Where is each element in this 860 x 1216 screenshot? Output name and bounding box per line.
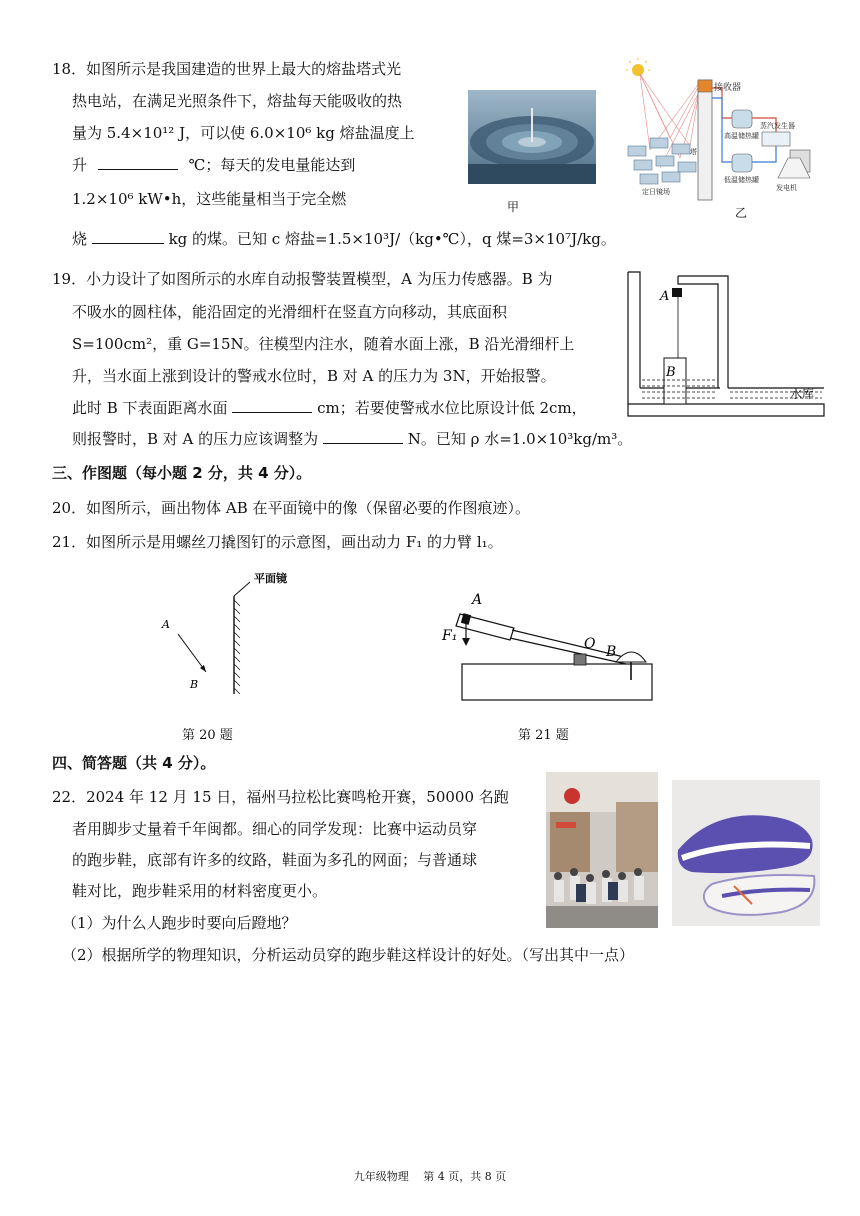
q18-line4 bbox=[72, 154, 355, 176]
running-shoe-photo bbox=[672, 780, 820, 926]
q18-line5: 1.2×10⁶ kW•h，这些能量相当于完全燃 bbox=[72, 190, 347, 208]
page-footer: 九年级物理 第 4 页，共 8 页 bbox=[353, 1170, 507, 1183]
q19-answer-blank-2[interactable] bbox=[323, 429, 403, 444]
yi-label-hot-tank: 高温储热罐 bbox=[724, 132, 759, 140]
figure-21-caption: 第 21 题 bbox=[518, 728, 569, 743]
q19-fig-label-b: B bbox=[666, 365, 676, 380]
q22-line2: 者用脚步丈量着千年闽都。细心的同学发现：比赛中运动员穿 bbox=[72, 820, 478, 838]
q19-line4: 升，当水面上涨到设计的警戒水位时，B 对 A 的压力为 3N，开始报警。 bbox=[72, 367, 556, 385]
figure-20-caption: 第 20 题 bbox=[182, 728, 233, 743]
marathon-photo bbox=[546, 772, 658, 928]
q19-line1: 19．小力设计了如图所示的水库自动报警装置模型，A 为压力传感器。B 为 bbox=[52, 270, 553, 288]
q19-fig-label-reservoir: 水库 bbox=[790, 387, 815, 401]
figure-21-screwdriver bbox=[440, 584, 660, 706]
q19-line2: 不吸水的圆柱体，能沿固定的光滑细杆在竖直方向移动，其底面积 bbox=[72, 303, 508, 321]
q19-line6-start: 则报警时，B 对 A 的压力应该调整为 bbox=[72, 430, 319, 448]
fig21-label-b: B bbox=[606, 644, 617, 660]
section3-title: 三、作图题（每小题 2 分，共 4 分）。 bbox=[52, 464, 312, 482]
solar-system-diagram bbox=[620, 58, 820, 218]
q22-line3: 的跑步鞋，底部有许多的纹路，鞋面为多孔的网面；与普通球 bbox=[72, 851, 478, 869]
fig21-label-a: A bbox=[472, 592, 483, 608]
fig20-label-a: A bbox=[162, 618, 170, 631]
q18-line1: 18．如图所示是我国建造的世界上最大的熔盐塔式光 bbox=[52, 60, 402, 78]
q22-line4: 鞋对比，跑步鞋采用的材料密度更小。 bbox=[72, 882, 328, 900]
yi-label-steam-gen: 蒸汽发生器 bbox=[760, 122, 795, 130]
q22-sub2: （2）根据所学的物理知识，分析运动员穿的跑步鞋这样设计的好处。（写出其中一点） bbox=[62, 946, 635, 964]
fig20-label-mirror: 平面镜 bbox=[254, 572, 287, 585]
q19-line3: S=100cm²，重 G=15N。往模型内注水，随着水面上涨，B 沿光滑细杆上 bbox=[72, 335, 575, 353]
q19-fig-label-a: A bbox=[660, 289, 670, 304]
reservoir-alarm-diagram bbox=[624, 268, 830, 420]
fig20-label-b: B bbox=[190, 678, 199, 691]
figure-jia-label: 甲 bbox=[507, 200, 520, 214]
figure-20-mirror bbox=[150, 566, 300, 700]
solar-plant-photo bbox=[468, 90, 596, 184]
q22-sub1: （1）为什么人跑步时要向后蹬地？ bbox=[62, 914, 297, 932]
q19-answer-blank-1[interactable] bbox=[232, 398, 312, 413]
fig21-label-o: O bbox=[584, 636, 596, 652]
fig21-label-f1: F₁ bbox=[442, 628, 458, 644]
q18-line6-start: 烧 bbox=[72, 230, 88, 248]
yi-label-tower: 塔 bbox=[690, 148, 697, 156]
q18-answer-blank-1[interactable] bbox=[98, 155, 178, 170]
q18-line4-start: 升 bbox=[72, 156, 88, 174]
q19-line6-end: N。已知 ρ 水=1.0×10³kg/m³。 bbox=[407, 430, 633, 448]
figure-yi-label: 乙 bbox=[735, 206, 748, 220]
yi-label-generator: 发电机 bbox=[776, 184, 797, 192]
q18-line2: 热电站，在满足光照条件下，熔盐每天能吸收的热 bbox=[72, 92, 403, 110]
q19-line5-start: 此时 B 下表面距离水面 bbox=[72, 399, 228, 417]
q18-line6-end: kg 的煤。已知 c 熔盐=1.5×10³J/（kg•℃），q 煤=3×10⁷J/kg。 bbox=[168, 230, 616, 248]
yi-label-receiver: 接收器 bbox=[714, 83, 742, 93]
q21-text: 21．如图所示是用螺丝刀撬图钉的示意图，画出动力 F₁ 的力臂 l₁。 bbox=[52, 533, 503, 551]
q19-line5-end: cm；若要使警戒水位比原设计低 2cm， bbox=[317, 399, 587, 417]
q18-line6 bbox=[72, 228, 616, 250]
q19-line5 bbox=[72, 397, 587, 419]
q19-line6 bbox=[72, 428, 632, 450]
q22-line1: 22．2024 年 12 月 15 日，福州马拉松比赛鸣枪开赛，50000 名跑 bbox=[52, 788, 509, 806]
yi-label-cold-tank: 低温储热罐 bbox=[724, 176, 759, 184]
yi-label-heliostat: 定日镜场 bbox=[642, 188, 670, 196]
q20-text: 20．如图所示，画出物体 AB 在平面镜中的像（保留必要的作图痕迹）。 bbox=[52, 499, 530, 517]
q18-line3: 量为 5.4×10¹² J，可以使 6.0×10⁶ kg 熔盐温度上 bbox=[72, 124, 415, 142]
q18-line4-end: ℃；每天的发电量能达到 bbox=[188, 156, 356, 174]
section4-title: 四、简答题（共 4 分）。 bbox=[52, 754, 216, 772]
q18-answer-blank-2[interactable] bbox=[92, 229, 164, 244]
